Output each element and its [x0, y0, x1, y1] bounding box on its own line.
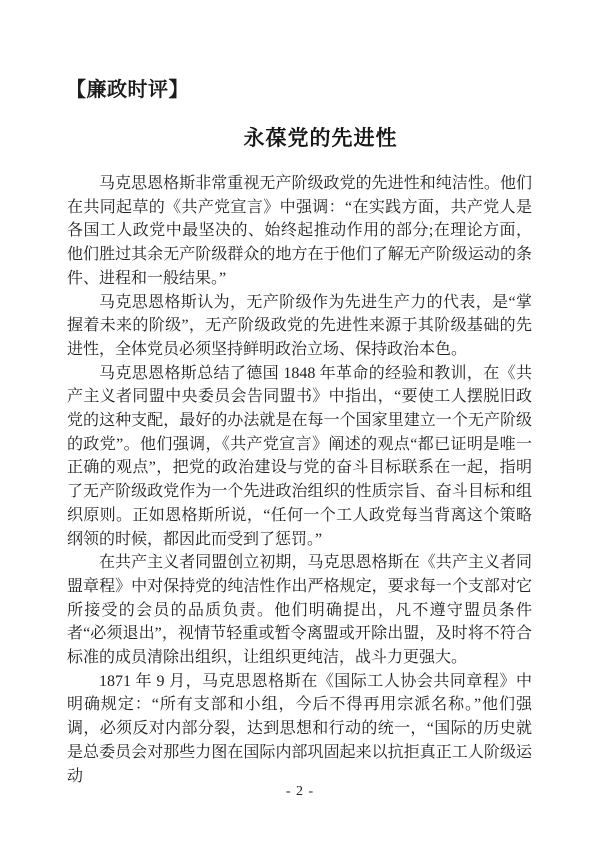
page-number: - 2 -	[285, 784, 315, 799]
section-kicker: 【廉政时评】	[66, 79, 189, 101]
body-paragraph: 马克思恩格斯非常重视无产阶级政党的先进性和纯洁性。他们在共同起草的《共产党宣言》中强调：“在实践方面，共产党人是各国工人政党中最坚决的、始终起推动作用的部分;在理论方面，他们胜过其余无产阶级群众的地方在于他们了解无产阶级运动的条件、进程和一般结果。”	[67, 175, 532, 287]
page-title: 永葆党的先进性	[243, 126, 398, 150]
body-paragraph: 马克思恩格斯总结了德国 1848 年革命的经验和教训，在《共产主义者同盟中央委员会告同盟书》中指出，“要使工人摆脱旧政党的这种支配，最好的办法就是在每一个国家里建立一个无产阶级的政党”。他们强调，《共产党宣言》阐述的观点“都已证明是唯一正确的观点”，把党的政治建设与党的奋斗目标联系在一起，指明了无产阶级政党作为一个先进政治组织的性质宗旨、奋斗目标和组织原则。正如恩格斯所说，“任何一个工人政党每当背离这个策略纲领的时候，都因此而受到了惩罚。”	[67, 364, 532, 548]
body-paragraph: 马克思恩格斯认为，无产阶级作为先进生产力的代表，是“掌握着未来的阶级”，无产阶级政党的先进性来源于其阶级基础的先进性，全体党员必须坚持鲜明政治立场、保持政治本色。	[67, 293, 532, 358]
body-paragraph: 1871 年 9 月，马克思恩格斯在《国际工人协会共同章程》中明确规定：“所有支部和小组，今后不得再用宗派名称。”他们强调，必须反对内部分裂，达到思想和行动的统一，“国际的历史就是总委员会对那些力图在国际内部巩固起来以抗拒真正工人阶级运动	[67, 672, 532, 785]
document-body	[67, 172, 532, 788]
body-paragraph: 在共产主义者同盟创立初期，马克思恩格斯在《共产主义者同盟章程》中对保持党的纯洁性作出严格规定，要求每一个支部对它所接受的会员的品质负责。他们明确提出，凡不遵守盟员条件者“必须退出”，视情节轻重或暂令离盟或开除出盟，及时将不符合标准的成员清除出组织，让组织更纯洁，战斗力更强大。	[67, 554, 532, 667]
